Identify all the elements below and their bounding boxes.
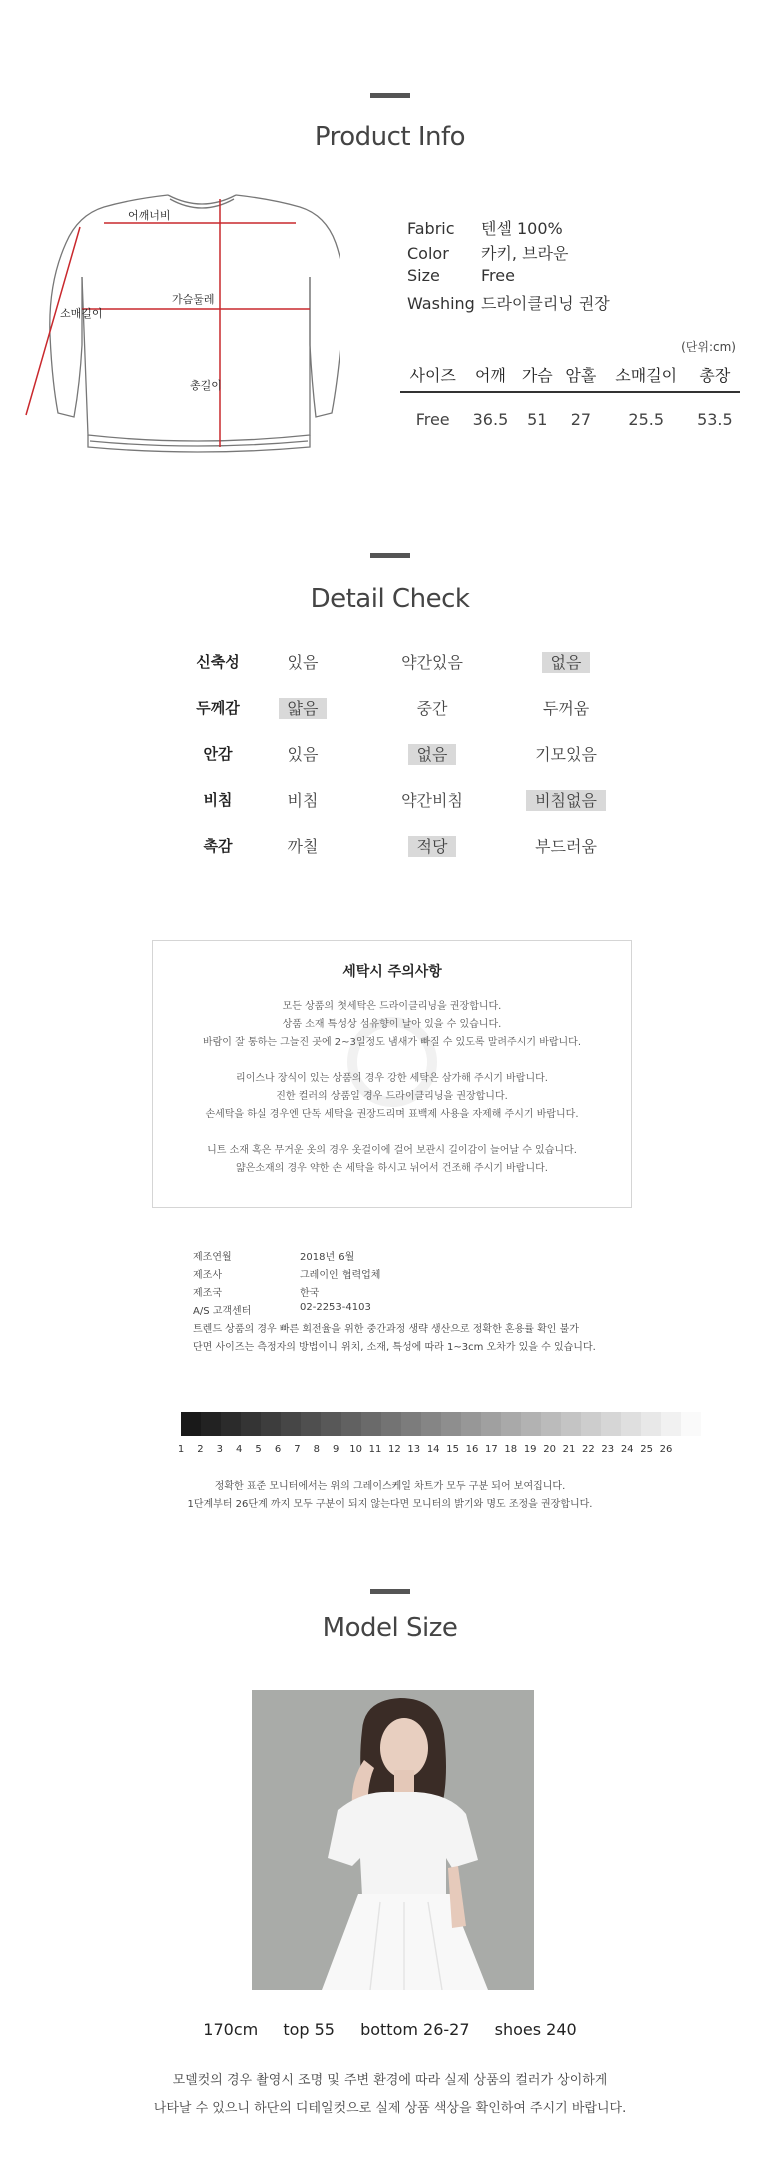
- size-unit-label: (단위:cm): [681, 340, 736, 354]
- grayscale-number: 3: [216, 1444, 223, 1455]
- detail-check-label: 두께감: [196, 699, 240, 717]
- label-sleeve: 소매길이: [60, 307, 103, 320]
- grayscale-swatch: [261, 1412, 281, 1436]
- grayscale-number: 9: [333, 1444, 340, 1455]
- size-cell: Free: [415, 410, 450, 429]
- grayscale-number: 1: [177, 1444, 185, 1455]
- detail-check-option-selected: [258, 696, 348, 719]
- detail-check-option: [258, 834, 348, 857]
- washing-line: 진한 컬러의 상품일 경우 드라이클리닝을 권장합니다.: [276, 1091, 508, 1102]
- size-table-header: [400, 358, 740, 392]
- detail-check-label: 비침: [203, 791, 233, 809]
- table-row: [400, 392, 740, 446]
- grayscale-number: 12: [388, 1444, 401, 1455]
- grayscale-swatch: [501, 1412, 521, 1436]
- detail-check-option: [258, 742, 348, 765]
- meta-key: A/S 고객센터: [193, 1306, 252, 1317]
- detail-check-label: 촉감: [203, 837, 233, 855]
- washing-line: 바람이 잘 통하는 그늘진 곳에 2~3일정도 냄새가 빠질 수 있도록 말려주시기 바랍니다.: [202, 1037, 582, 1048]
- meta-value: 한국: [300, 1288, 320, 1299]
- grayscale-swatch: [281, 1412, 301, 1436]
- washing-line: 리이스나 장식이 있는 상품의 경우 강한 세탁은 삼가해 주시기 바랍니다.: [236, 1073, 548, 1084]
- detail-check-option-text: 얇음: [279, 698, 328, 719]
- detail-check-option-text: 중간: [416, 699, 448, 718]
- size-header-cell: 가슴: [516, 358, 560, 392]
- grayscale-number: 4: [236, 1444, 243, 1455]
- meta-key: 제조사: [193, 1270, 222, 1281]
- detail-check-option: [521, 696, 611, 719]
- grayscale-number: 17: [485, 1444, 498, 1455]
- detail-check-option-text: 약간있음: [401, 653, 463, 672]
- detail-check-option-text: 있음: [287, 653, 319, 672]
- grayscale-swatch: [481, 1412, 501, 1436]
- spec-key: Color: [407, 244, 449, 263]
- spec-value: 카키, 브라운: [481, 244, 569, 263]
- label-shoulder: 어깨너비: [128, 209, 171, 222]
- meta-value: 02-2253-4103: [300, 1302, 371, 1313]
- detail-check-option-text: 없음: [542, 652, 591, 673]
- section-divider-bar: [370, 93, 410, 98]
- grayscale-swatch: [641, 1412, 661, 1436]
- model-note: 모델컷의 경우 촬영시 조명 및 주변 환경에 따라 실제 상품의 컬러가 상이하게: [172, 2073, 608, 2088]
- model-height: 170cm: [203, 2020, 259, 2039]
- washing-line: 손세탁을 하실 경우엔 단독 세탁을 권장드리며 표백제 사용을 자제해 주시기 바랍니다.: [205, 1109, 579, 1120]
- spec-key: Size: [407, 266, 440, 285]
- detail-check-option-text: 두꺼움: [542, 699, 590, 718]
- washing-line: 모든 상품의 첫세탁은 드라이클리닝을 권장합니다.: [282, 1001, 502, 1012]
- size-header-cell: 사이즈: [400, 358, 465, 392]
- grayscale-number: 21: [562, 1444, 576, 1455]
- model-bottom-size: bottom 26-27: [360, 2020, 470, 2039]
- meta-value: 그레이인 협력업체: [300, 1270, 381, 1281]
- detail-check-option-text: 기모있음: [535, 745, 597, 764]
- grayscale-number: 18: [504, 1444, 518, 1455]
- grayscale-swatch: [401, 1412, 421, 1436]
- grayscale-number: 14: [426, 1444, 440, 1455]
- spec-row: [407, 291, 610, 314]
- grayscale-number: 11: [368, 1444, 382, 1455]
- spec-value: Free: [481, 266, 515, 285]
- grayscale-swatch: [681, 1412, 701, 1436]
- detail-check-option: [258, 788, 348, 811]
- grayscale-number: 22: [582, 1444, 595, 1455]
- detail-check-title: Detail Check: [310, 584, 470, 614]
- grayscale-number: 25: [640, 1444, 653, 1455]
- product-info-title: Product Info: [314, 122, 466, 152]
- detail-check-label: 안감: [203, 745, 233, 763]
- grayscale-number: 16: [465, 1444, 479, 1455]
- model-size-title: Model Size: [322, 1613, 458, 1643]
- detail-check-label: 신축성: [196, 653, 240, 671]
- spec-row: [407, 266, 515, 285]
- grayscale-swatch: [561, 1412, 581, 1436]
- grayscale-number: 5: [255, 1444, 262, 1455]
- detail-check-option-text: 부드러움: [535, 837, 597, 856]
- detail-check-option-selected: [521, 788, 611, 811]
- meta-value: 2018년 6월: [300, 1252, 355, 1263]
- grayscale-swatch: [601, 1412, 621, 1436]
- size-header-cell: 암홀: [559, 358, 603, 392]
- spec-row: [407, 241, 568, 264]
- grayscale-swatch: [181, 1412, 201, 1436]
- washing-line: 니트 소재 혹은 무거운 옷의 경우 옷걸이에 걸어 보관시 길이감이 늘어날 수 있습니다.: [207, 1145, 577, 1156]
- grayscale-swatch: [441, 1412, 461, 1436]
- garment-measurement-diagram: [20, 185, 340, 465]
- size-header-cell: 어깨: [465, 358, 515, 392]
- detail-check-option: [258, 650, 348, 673]
- washing-line: 상품 소재 특성상 섬유향이 날아 있을 수 있습니다.: [282, 1019, 502, 1030]
- grayscale-swatch: [301, 1412, 321, 1436]
- detail-check-option-text: 없음: [408, 744, 457, 765]
- washing-line: 얇은소재의 경우 약한 손 세탁을 하시고 뉘어서 건조해 주시기 바랍니다.: [236, 1163, 548, 1174]
- detail-check-option: [521, 742, 611, 765]
- spec-value: 텐셀 100%: [481, 219, 563, 238]
- detail-check-option: [387, 696, 477, 719]
- grayscale-note: 1단계부터 26단계 까지 모두 구분이 되지 않는다면 모니터의 밝기와 명도 조정을 권장합니다.: [187, 1499, 593, 1510]
- detail-check-option-selected: [387, 742, 477, 765]
- grayscale-swatch: [341, 1412, 361, 1436]
- grayscale-swatch: [621, 1412, 641, 1436]
- detail-check-option: [521, 834, 611, 857]
- grayscale-number: 10: [349, 1444, 362, 1455]
- grayscale-swatch: [521, 1412, 541, 1436]
- detail-check-option-text: 있음: [287, 745, 319, 764]
- grayscale-swatch: [421, 1412, 441, 1436]
- grayscale-swatch: [381, 1412, 401, 1436]
- model-photo: [252, 1690, 534, 1990]
- grayscale-number: 24: [620, 1444, 634, 1455]
- grayscale-number: 6: [274, 1444, 282, 1455]
- detail-check-option: [387, 788, 477, 811]
- grayscale-swatch: [241, 1412, 261, 1436]
- meta-key: 제조국: [193, 1288, 222, 1299]
- section-divider-bar: [370, 1589, 410, 1594]
- meta-note: 트렌드 상품의 경우 빠른 회전율을 위한 중간과정 생략 생산으로 정확한 혼용률 확인 불가: [193, 1324, 579, 1335]
- grayscale-number: 20: [543, 1444, 556, 1455]
- grayscale-number: 7: [294, 1444, 301, 1455]
- detail-check-option-text: 까칠: [287, 837, 319, 856]
- model-illustration: [252, 1690, 534, 1990]
- size-header-cell: 소매길이: [603, 358, 690, 392]
- washing-caution-box: [152, 940, 632, 1208]
- grayscale-number: 13: [407, 1444, 421, 1455]
- grayscale-number: 8: [313, 1444, 320, 1455]
- size-cell: 25.5: [628, 410, 665, 429]
- size-cell: 36.5: [472, 410, 509, 429]
- meta-key: 제조연월: [193, 1252, 232, 1263]
- spec-value: 드라이클리닝 권장: [481, 294, 610, 313]
- size-table: [400, 358, 740, 446]
- detail-check-option: [387, 650, 477, 673]
- washing-title: 세탁시 주의사항: [342, 964, 442, 980]
- detail-check-option-text: 비침: [287, 791, 319, 810]
- detail-check-option-selected: [387, 834, 477, 857]
- detail-check-option-text: 약간비침: [401, 791, 463, 810]
- meta-note: 단면 사이즈는 측정자의 방법이니 위치, 소재, 특성에 따라 1~3cm 오차가 있을 수 있습니다.: [193, 1342, 596, 1353]
- model-shoe-size: shoes 240: [494, 2020, 577, 2039]
- size-cell: 51: [527, 410, 548, 429]
- detail-check-option-text: 적당: [408, 836, 457, 857]
- model-stats: [0, 2020, 780, 2039]
- size-cell: 53.5: [697, 410, 733, 429]
- size-cell: 27: [570, 410, 592, 429]
- spec-key: Fabric: [407, 219, 455, 238]
- grayscale-swatch: [461, 1412, 481, 1436]
- spec-key: Washing: [407, 294, 475, 313]
- grayscale-number: 2: [197, 1444, 204, 1455]
- grayscale-swatch: [201, 1412, 221, 1436]
- label-chest: 가슴둘레: [172, 293, 215, 306]
- model-note: 나타날 수 있으니 하단의 디테일컷으로 실제 상품 색상을 확인하여 주시기 바랍니다.: [153, 2101, 627, 2116]
- detail-check-option-text: 비침없음: [526, 790, 606, 811]
- grayscale-number: 19: [523, 1444, 537, 1455]
- grayscale-swatch: [361, 1412, 381, 1436]
- detail-check-option-selected: [521, 650, 611, 673]
- grayscale-swatch: [581, 1412, 601, 1436]
- grayscale-number: 26: [659, 1444, 673, 1455]
- size-header-cell: 총장: [690, 358, 740, 392]
- grayscale-swatch: [221, 1412, 241, 1436]
- grayscale-number: 15: [446, 1444, 459, 1455]
- spec-row: [407, 216, 563, 239]
- grayscale-swatch: [541, 1412, 561, 1436]
- section-divider-bar: [370, 553, 410, 558]
- model-top-size: top 55: [283, 2020, 335, 2039]
- grayscale-note: 정확한 표준 모니터에서는 위의 그레이스케일 차트가 모두 구분 되어 보여집니다.: [214, 1481, 566, 1492]
- grayscale-swatch: [321, 1412, 341, 1436]
- grayscale-swatch: [661, 1412, 681, 1436]
- grayscale-number: 23: [601, 1444, 615, 1455]
- label-length: 총길이: [190, 379, 222, 392]
